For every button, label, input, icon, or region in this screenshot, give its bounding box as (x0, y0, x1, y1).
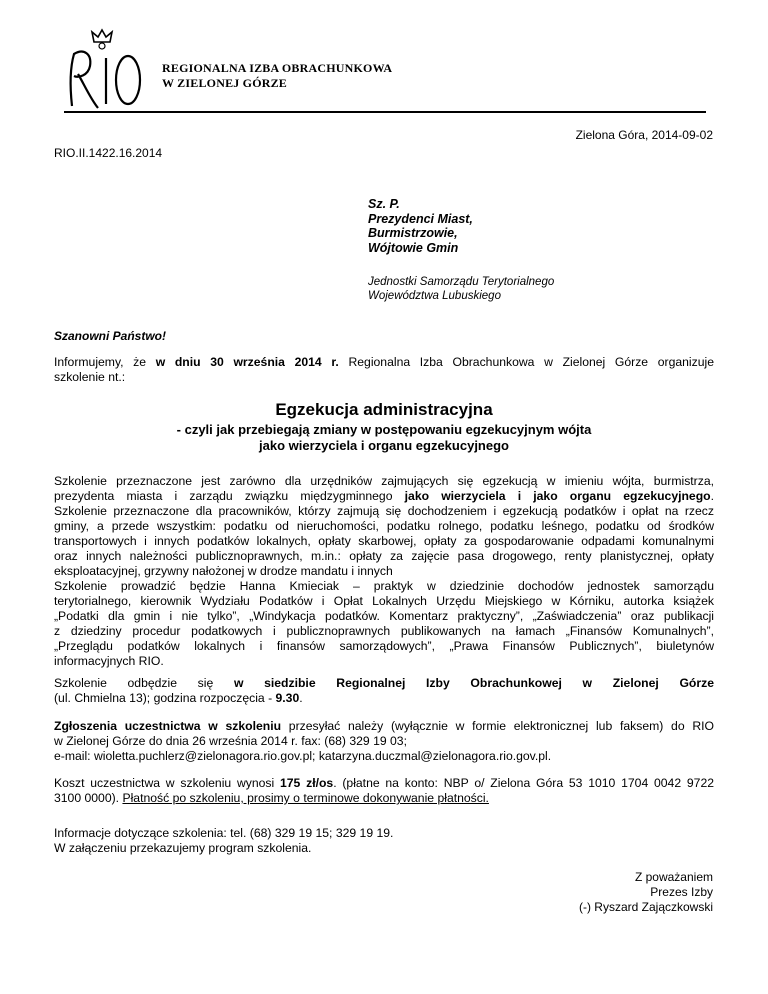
intro-paragraph: Informujemy, że w dniu 30 września 2014 r. Regionalna Izba Obrachunkowa w Zielonej Górze organizuje szkolenie nt.: (54, 355, 714, 384)
addressee-line: Burmistrzowie, (368, 226, 458, 240)
addressee-line: Wójtowie Gmin (368, 240, 459, 255)
header-rule (64, 111, 706, 113)
subtitle-line-1: - czyli jak przebiegają zmiany w postępowaniu egzekucyjnym wójta (176, 422, 592, 437)
greeting: Szanowni Państwo! (54, 329, 167, 343)
signature-block (579, 870, 713, 915)
audience-paragraph: Szkolenie przeznaczone jest zarówno dla urzędników zajmujących się egzekucją w imieniu wójta, burmistrza, prezydenta miasta i zarządu związku międzygminnego jako wierzyciela i jako organu egzekucyjnego. Szkolenie przeznaczone dla pracowników, którzy zajmują się dochodzeniem i egzekucją podatków i opłat na rzecz gminy, a przede wszystkim: podatku od nieruchomości, podatku rolnego, podatku leśnego, podatku od środków transportowych i innych podatków lokalnych, opłaty skarbowej, opłaty za gospodarowanie odpadami komunalnymi oraz innych należności publicznoprawnych, m.in.: opłaty za zajęcie pasa drogowego, renty planistycznej, opłaty eksploatacyjnej, grzywny nałożonej w drodze mandatu i innych (54, 474, 714, 578)
addressee-block (368, 197, 473, 255)
rio-logo (62, 28, 144, 112)
org-line-1: REGIONALNA IZBA OBRACHUNKOWA (162, 61, 393, 75)
trainer-paragraph: Szkolenie prowadzić będzie Hanna Kmieciak – praktyk w dziedzinie dochodów jednostek samorządu terytorialnego, kierownik Wydziału Podatków i Opłat Lokalnych Urzędu Miejskiego w Kórniku, autorka książek „Podatki dla gmin i nie tylko”, „Windykacja podatków. Komentarz praktyczny”, „Zaświadczenia” oraz publikacji z dziedziny procedur podatkowych i publicznoprawnych publikowanych na łamach „Finansów Komunalnych”, „Przeglądu podatków lokalnych i finansów samorządowych”, „Prawa Finansów Publicznych”, biuletynów informacyjnych RIO. (54, 579, 714, 668)
reference-number: RIO.II.1422.16.2014 (54, 146, 163, 160)
training-subtitle (54, 422, 714, 454)
addressee-line: Prezydenci Miast, (368, 211, 473, 226)
signature-line: (-) Ryszard Zajączkowski (578, 900, 713, 914)
addressee-unit (368, 275, 554, 303)
location-paragraph: Szkolenie odbędzie się w siedzibie Regionalnej Izby Obrachunkowej w Zielonej Górze (ul. Chmielna 13); godzina rozpoczęcia - 9.30. (54, 676, 714, 705)
signature-line: Z poważaniem (634, 870, 713, 884)
organization-name (162, 61, 392, 91)
unit-line: Jednostki Samorządu Terytorialnego (368, 276, 555, 288)
cost-paragraph: Koszt uczestnictwa w szkoleniu wynosi 175 zł/os. (płatne na konto: NBP o/ Zielona Góra 53 1010 1704 0042 9722 3100 0000). Płatność po szkoleniu, prosimy o terminowe dokonywanie płatności. (54, 776, 714, 805)
training-title: Egzekucja administracyjna (275, 400, 493, 419)
org-line-2: W ZIELONEJ GÓRZE (162, 76, 288, 90)
subtitle-line-2: jako wierzyciela i organu egzekucyjnego (259, 438, 509, 453)
info-paragraph: Informacje dotyczące szkolenia: tel. (68) 329 19 15; 329 19 19. W załączeniu przekazujemy program szkolenia. (54, 826, 394, 855)
signature-line: Prezes Izby (650, 885, 713, 899)
registration-paragraph: Zgłoszenia uczestnictwa w szkoleniu przesyłać należy (wyłącznie w formie elektronicznej lub faksem) do RIO w Zielonej Górze do dnia 26 września 2014 r. fax: (68) 329 19 03; e-mail: wioletta.puchlerz@zielonagora.rio.gov.pl; katarzyna.duczmal@zielonagora.rio.gov.pl. (54, 719, 715, 763)
svg-text:RIO: RIO (103, 110, 105, 111)
addressee-line: Sz. P. (368, 197, 400, 211)
unit-line: Województwa Lubuskiego (368, 290, 501, 302)
letter-date: Zielona Góra, 2014-09-02 (575, 128, 713, 142)
